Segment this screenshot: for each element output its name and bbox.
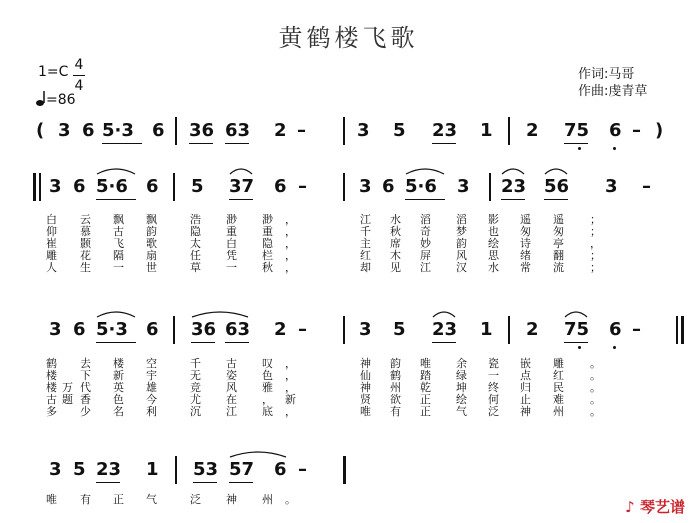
lyric-char: 有 (390, 405, 401, 418)
lyric-char: 雅 (262, 381, 273, 394)
lyric-char: 水 (390, 213, 401, 226)
underline-beam (102, 143, 142, 144)
lyric-char: 思 (488, 249, 499, 262)
lyric-char: 色 (113, 393, 124, 406)
score-note: 5·3 (96, 319, 128, 340)
lyric-char: ， (285, 213, 296, 226)
lyric-char: 绘 (488, 237, 499, 250)
lyric-char: 难 (553, 393, 564, 406)
lyric-char: 人 (46, 261, 57, 274)
lyric-char: 渺 (262, 213, 273, 226)
lyric-char: 尤 (190, 393, 201, 406)
lyric-char: 雄 (146, 381, 157, 394)
intro-row (0, 121, 697, 161)
score-note: 6 (609, 120, 622, 141)
slur-mark (564, 310, 588, 318)
lyric-char: 香 (80, 393, 91, 406)
score-note: 6 (609, 319, 622, 340)
octave-dot (578, 147, 581, 150)
lyric-char: 绘 (456, 393, 467, 406)
lyric-char: 神 (360, 357, 371, 370)
lyric-char: 楼 (113, 357, 124, 370)
lyric-char: 终 (488, 381, 499, 394)
lyric-char: ， (285, 225, 296, 238)
score-note: 6 (382, 176, 395, 197)
score-note: 36 (189, 120, 215, 141)
lyric-char: 坤 (456, 381, 467, 394)
lyric-char: 。 (590, 381, 601, 394)
lyric-char: 贤 (360, 393, 371, 406)
lyric-char: 红 (360, 249, 371, 262)
lyric-char: 唯 (420, 357, 431, 370)
lyric-char: 栏 (262, 249, 273, 262)
lyric-char: ， (285, 261, 296, 274)
lyric-char: 正 (113, 493, 124, 506)
lyric-char: 遥 (520, 213, 531, 226)
bar-line (175, 117, 177, 145)
lyric-char: 重 (262, 225, 273, 238)
lyric-char: 嵌 (520, 357, 531, 370)
lyric-char: 奇 (420, 225, 431, 238)
lyric-char: 飘 (146, 213, 157, 226)
lyric-char: 席 (390, 237, 401, 250)
lyric-char: 梦 (456, 225, 467, 238)
lyric-char: 万 (62, 381, 73, 394)
score-note: 6 (73, 176, 86, 197)
lyric-char: 飞 (113, 237, 124, 250)
lyric-char: 气 (456, 405, 467, 418)
lyric-char: ， (285, 249, 296, 262)
score-note: 1 (480, 319, 493, 340)
score-note: 3 (357, 120, 370, 141)
underline-beam (564, 342, 588, 343)
score-note: 5 (73, 459, 86, 480)
lyric-char: 翻 (553, 249, 564, 262)
lyric-char: 正 (420, 405, 431, 418)
lyric-char: 花 (80, 249, 91, 262)
time-signature (73, 57, 85, 94)
credits (578, 66, 647, 100)
bar-line (343, 316, 345, 344)
lyric-char: 渺 (226, 213, 237, 226)
key-signature: 1=C (38, 64, 69, 80)
lyric-char: 仙 (360, 369, 371, 382)
quarter-note-icon (36, 90, 46, 110)
lyric-char: 颢 (80, 237, 91, 250)
lyric-char: 古 (226, 357, 237, 370)
tempo-value: =86 (46, 92, 76, 108)
lyric-char: 秋 (262, 261, 273, 274)
lyric-char: 影 (488, 213, 499, 226)
bar-line (173, 316, 175, 344)
lyric-char: 归 (520, 381, 531, 394)
score-note: – (298, 319, 307, 340)
lyric-char: 鹤 (46, 357, 57, 370)
lyric-char: 浩 (190, 213, 201, 226)
score-note: 23 (432, 319, 458, 340)
lyric-char: 韵 (456, 237, 467, 250)
lyric-char: 神 (520, 405, 531, 418)
score-note: 5 (393, 120, 406, 141)
bar-line (343, 456, 346, 484)
underline-beam (225, 143, 249, 144)
lyric-char: 唯 (360, 405, 371, 418)
underline-beam (193, 482, 217, 483)
octave-dot (578, 346, 581, 349)
score-note: 5·6 (96, 176, 128, 197)
lyric-char: 新 (285, 393, 296, 406)
lyric-char: 姿 (226, 369, 237, 382)
lyric-char: 见 (390, 261, 401, 274)
lyric-char: 雕 (553, 357, 564, 370)
time-sig-top: 4 (74, 57, 84, 73)
lyric-char: 欲 (390, 393, 401, 406)
lyric-char: 代 (80, 381, 91, 394)
underline-beam (544, 199, 568, 200)
score-note: 3 (49, 319, 62, 340)
lyric-char: 。 (285, 493, 296, 506)
watermark-logo-icon: ♪ (625, 498, 635, 516)
bar-line (173, 173, 175, 201)
score-note: 3 (359, 319, 372, 340)
lyric-char: 神 (360, 381, 371, 394)
watermark (625, 496, 685, 517)
lyric-char: 生 (80, 261, 91, 274)
lyric-char: ， (285, 381, 296, 394)
lyric-char: 神 (226, 493, 237, 506)
underline-beam (96, 482, 120, 483)
score-note: 5 (393, 319, 406, 340)
score-note: 1 (146, 459, 159, 480)
lyric-char: 匆 (520, 225, 531, 238)
score-note: 1 (480, 120, 493, 141)
lyric-char: 唯 (46, 493, 57, 506)
lyric-char: 也 (488, 225, 499, 238)
lyric-char: 云 (80, 213, 91, 226)
bar-line (676, 316, 678, 344)
lyric-char: 乾 (420, 381, 431, 394)
lyric-char: 风 (456, 249, 467, 262)
lyric-char: 新 (113, 369, 124, 382)
lyric-char: 水 (488, 261, 499, 274)
score-note: 2 (526, 319, 539, 340)
score-note: 36 (191, 319, 217, 340)
lyric-char: 汉 (456, 261, 467, 274)
melody-row-3 (0, 460, 697, 500)
lyric-char: 绿 (456, 369, 467, 382)
score-note: 6 (146, 319, 159, 340)
lyric-char: 下 (80, 369, 91, 382)
lyric-char: 气 (146, 493, 157, 506)
song-title: 黄鹤楼飞歌 (278, 24, 419, 52)
lyric-char: 飘 (113, 213, 124, 226)
score-note: 6 (274, 459, 287, 480)
score-note: 75 (564, 120, 590, 141)
underline-beam (501, 199, 525, 200)
lyric-char: 遥 (553, 213, 564, 226)
lyric-char: 名 (113, 405, 124, 418)
lyric-char: 州 (262, 493, 273, 506)
score-note: ) (655, 120, 664, 141)
lyric-char: 州 (553, 405, 564, 418)
lyric-char: 秋 (390, 225, 401, 238)
lyric-char: ， (262, 393, 273, 406)
lyric-char: 在 (226, 393, 237, 406)
score-note: – (642, 176, 651, 197)
lyric-char: 利 (146, 405, 157, 418)
octave-dot (613, 346, 616, 349)
lyric-char: 古 (113, 225, 124, 238)
bar-line (33, 173, 36, 201)
melody-row-1 (0, 177, 697, 217)
lyric-char: 千 (190, 357, 201, 370)
slur-mark (544, 167, 568, 175)
lyric-char: 世 (146, 261, 157, 274)
lyric-char: 妙 (420, 237, 431, 250)
lyric-char: 一 (226, 261, 237, 274)
slur-mark (405, 167, 445, 175)
lyric-char: 余 (456, 357, 467, 370)
score-note: 56 (544, 176, 570, 197)
lyric-char: ； (590, 225, 601, 238)
lyric-char: ； (590, 213, 601, 226)
score-note: – (298, 459, 307, 480)
lyric-char: 踏 (420, 369, 431, 382)
underline-beam (229, 199, 253, 200)
lyric-char: 诗 (520, 237, 531, 250)
lyric-char: 隐 (262, 237, 273, 250)
lyric-char: ， (285, 405, 296, 418)
underline-beam (225, 342, 249, 343)
lyric-char: 一 (113, 261, 124, 274)
lyric-char: 一 (488, 369, 499, 382)
lyric-char: 隔 (113, 249, 124, 262)
lyric-char: 江 (226, 405, 237, 418)
composer-credit: 作曲:虔青草 (578, 84, 648, 99)
lyric-char: 江 (420, 261, 431, 274)
lyric-char: 屏 (420, 249, 431, 262)
lyric-char: 州 (390, 381, 401, 394)
lyric-char: 任 (190, 249, 201, 262)
lyric-char: 瓷 (488, 357, 499, 370)
lyric-char: 常 (520, 261, 531, 274)
melody-row-2 (0, 320, 697, 360)
lyric-char: 亭 (553, 237, 564, 250)
lyric-char: 古 (46, 393, 57, 406)
lyric-char: 流 (553, 261, 564, 274)
lyric-char: 崔 (46, 237, 57, 250)
lyric-char: ， (285, 237, 296, 250)
lyric-char: 扇 (146, 249, 157, 262)
score-note: 75 (564, 319, 590, 340)
lyric-char: 色 (262, 369, 273, 382)
lyric-char: ， (285, 357, 296, 370)
lyric-char: 何 (488, 393, 499, 406)
lyric-char: 泛 (488, 405, 499, 418)
lyric-char: 无 (190, 369, 201, 382)
score-note: 2 (274, 319, 287, 340)
lyric-char: 。 (590, 405, 601, 418)
score-note: 6 (146, 176, 159, 197)
slur-mark (96, 167, 136, 175)
score-note: – (297, 120, 306, 141)
lyric-char: 今 (146, 393, 157, 406)
lyric-char: 却 (360, 261, 371, 274)
slur-mark (229, 167, 253, 175)
score-note: 5 (191, 176, 204, 197)
lyric-char: 点 (520, 369, 531, 382)
lyric-char: 。 (590, 357, 601, 370)
score-note: – (298, 176, 307, 197)
score-note: 3 (49, 459, 62, 480)
lyric-char: 泛 (190, 493, 201, 506)
lyric-char: 。 (590, 393, 601, 406)
lyric-char: 正 (420, 393, 431, 406)
underline-beam (432, 342, 456, 343)
bar-line (175, 456, 177, 484)
lyric-char: 楼 (46, 369, 57, 382)
lyric-char: 匆 (553, 225, 564, 238)
score-note: 57 (229, 459, 255, 480)
score-note: 3 (359, 176, 372, 197)
bar-line (343, 173, 345, 201)
lyric-char: 题 (62, 393, 73, 406)
lyric-char: 鹤 (390, 369, 401, 382)
score-note: 3 (605, 176, 618, 197)
lyric-char: 红 (553, 369, 564, 382)
score-note: ( (36, 120, 45, 141)
watermark-text: 琴艺谱 (639, 498, 685, 516)
lyric-char: ， (285, 369, 296, 382)
time-sig-bottom: 4 (74, 78, 84, 94)
underline-beam (564, 143, 588, 144)
lyricist-credit: 作词:马哥 (578, 67, 635, 82)
bar-line (508, 316, 510, 344)
lyric-char: 韵 (390, 357, 401, 370)
lyric-char: 竞 (190, 381, 201, 394)
slur-mark (191, 310, 249, 318)
slur-mark (96, 310, 136, 318)
lyric-char: ， (590, 237, 601, 250)
lyric-char: 沉 (190, 405, 201, 418)
underline-beam (96, 199, 136, 200)
lyric-char: 滔 (420, 213, 431, 226)
score-note: 6 (73, 319, 86, 340)
lyric-char: 风 (226, 381, 237, 394)
lyric-char: 白 (46, 213, 57, 226)
bar-line (508, 117, 510, 145)
score-note: 23 (432, 120, 458, 141)
lyric-char: 木 (390, 249, 401, 262)
lyric-char: 楼 (46, 381, 57, 394)
lyric-char: 歌 (146, 237, 157, 250)
score-note: 2 (526, 120, 539, 141)
score-note: 6 (82, 120, 95, 141)
lyric-char: 宇 (146, 369, 157, 382)
lyric-char: 慕 (80, 225, 91, 238)
underline-beam (96, 342, 136, 343)
lyric-char: ； (590, 249, 601, 262)
underline-beam (405, 199, 445, 200)
bar-line (343, 117, 345, 145)
lyric-char: 江 (360, 213, 371, 226)
lyric-char: 英 (113, 381, 124, 394)
score-note: 53 (193, 459, 219, 480)
score-note: – (632, 120, 641, 141)
score-note: 3 (49, 176, 62, 197)
lyric-char: 太 (190, 237, 201, 250)
lyric-char: 韵 (146, 225, 157, 238)
lyric-char: 止 (520, 393, 531, 406)
lyric-char: 去 (80, 357, 91, 370)
score-note: 23 (501, 176, 527, 197)
underline-beam (189, 143, 213, 144)
lyric-char: 千 (360, 225, 371, 238)
score-note: 3 (457, 176, 470, 197)
lyric-char: 底 (262, 405, 273, 418)
tempo-marking (36, 90, 76, 110)
score-note: 63 (225, 319, 251, 340)
slur-mark (501, 167, 525, 175)
score-note: 6 (274, 176, 287, 197)
bar-line (39, 173, 41, 201)
lyric-char: 草 (190, 261, 201, 274)
lyric-char: 凭 (226, 249, 237, 262)
lyric-char: ； (590, 261, 601, 274)
octave-dot (613, 147, 616, 150)
lyric-char: 。 (590, 369, 601, 382)
lyric-char: 绪 (520, 249, 531, 262)
score-note: – (632, 319, 641, 340)
slur-mark (229, 450, 287, 458)
underline-beam (229, 482, 253, 483)
score-note: 63 (225, 120, 251, 141)
lyric-char: 仰 (46, 225, 57, 238)
lyric-char: 重 (226, 225, 237, 238)
score-note: 2 (274, 120, 287, 141)
bar-line (489, 173, 491, 201)
slur-mark (432, 310, 456, 318)
score-note: 37 (229, 176, 255, 197)
lyric-char: 雕 (46, 249, 57, 262)
score-note: 6 (152, 120, 165, 141)
lyric-char: 多 (46, 405, 57, 418)
lyric-char: 滔 (456, 213, 467, 226)
underline-beam (432, 143, 456, 144)
score-note: 23 (96, 459, 122, 480)
score-note: 5·6 (405, 176, 437, 197)
lyric-char: 空 (146, 357, 157, 370)
lyric-char: 主 (360, 237, 371, 250)
lyric-char: 有 (80, 493, 91, 506)
lyric-char: 叹 (262, 357, 273, 370)
lyric-char: 隐 (190, 225, 201, 238)
lyric-char: 白 (226, 237, 237, 250)
score-note: 3 (58, 120, 71, 141)
score-note: 5·3 (102, 120, 134, 141)
bar-line (681, 316, 684, 344)
underline-beam (191, 342, 215, 343)
lyric-char: 少 (80, 405, 91, 418)
lyric-char: 民 (553, 381, 564, 394)
